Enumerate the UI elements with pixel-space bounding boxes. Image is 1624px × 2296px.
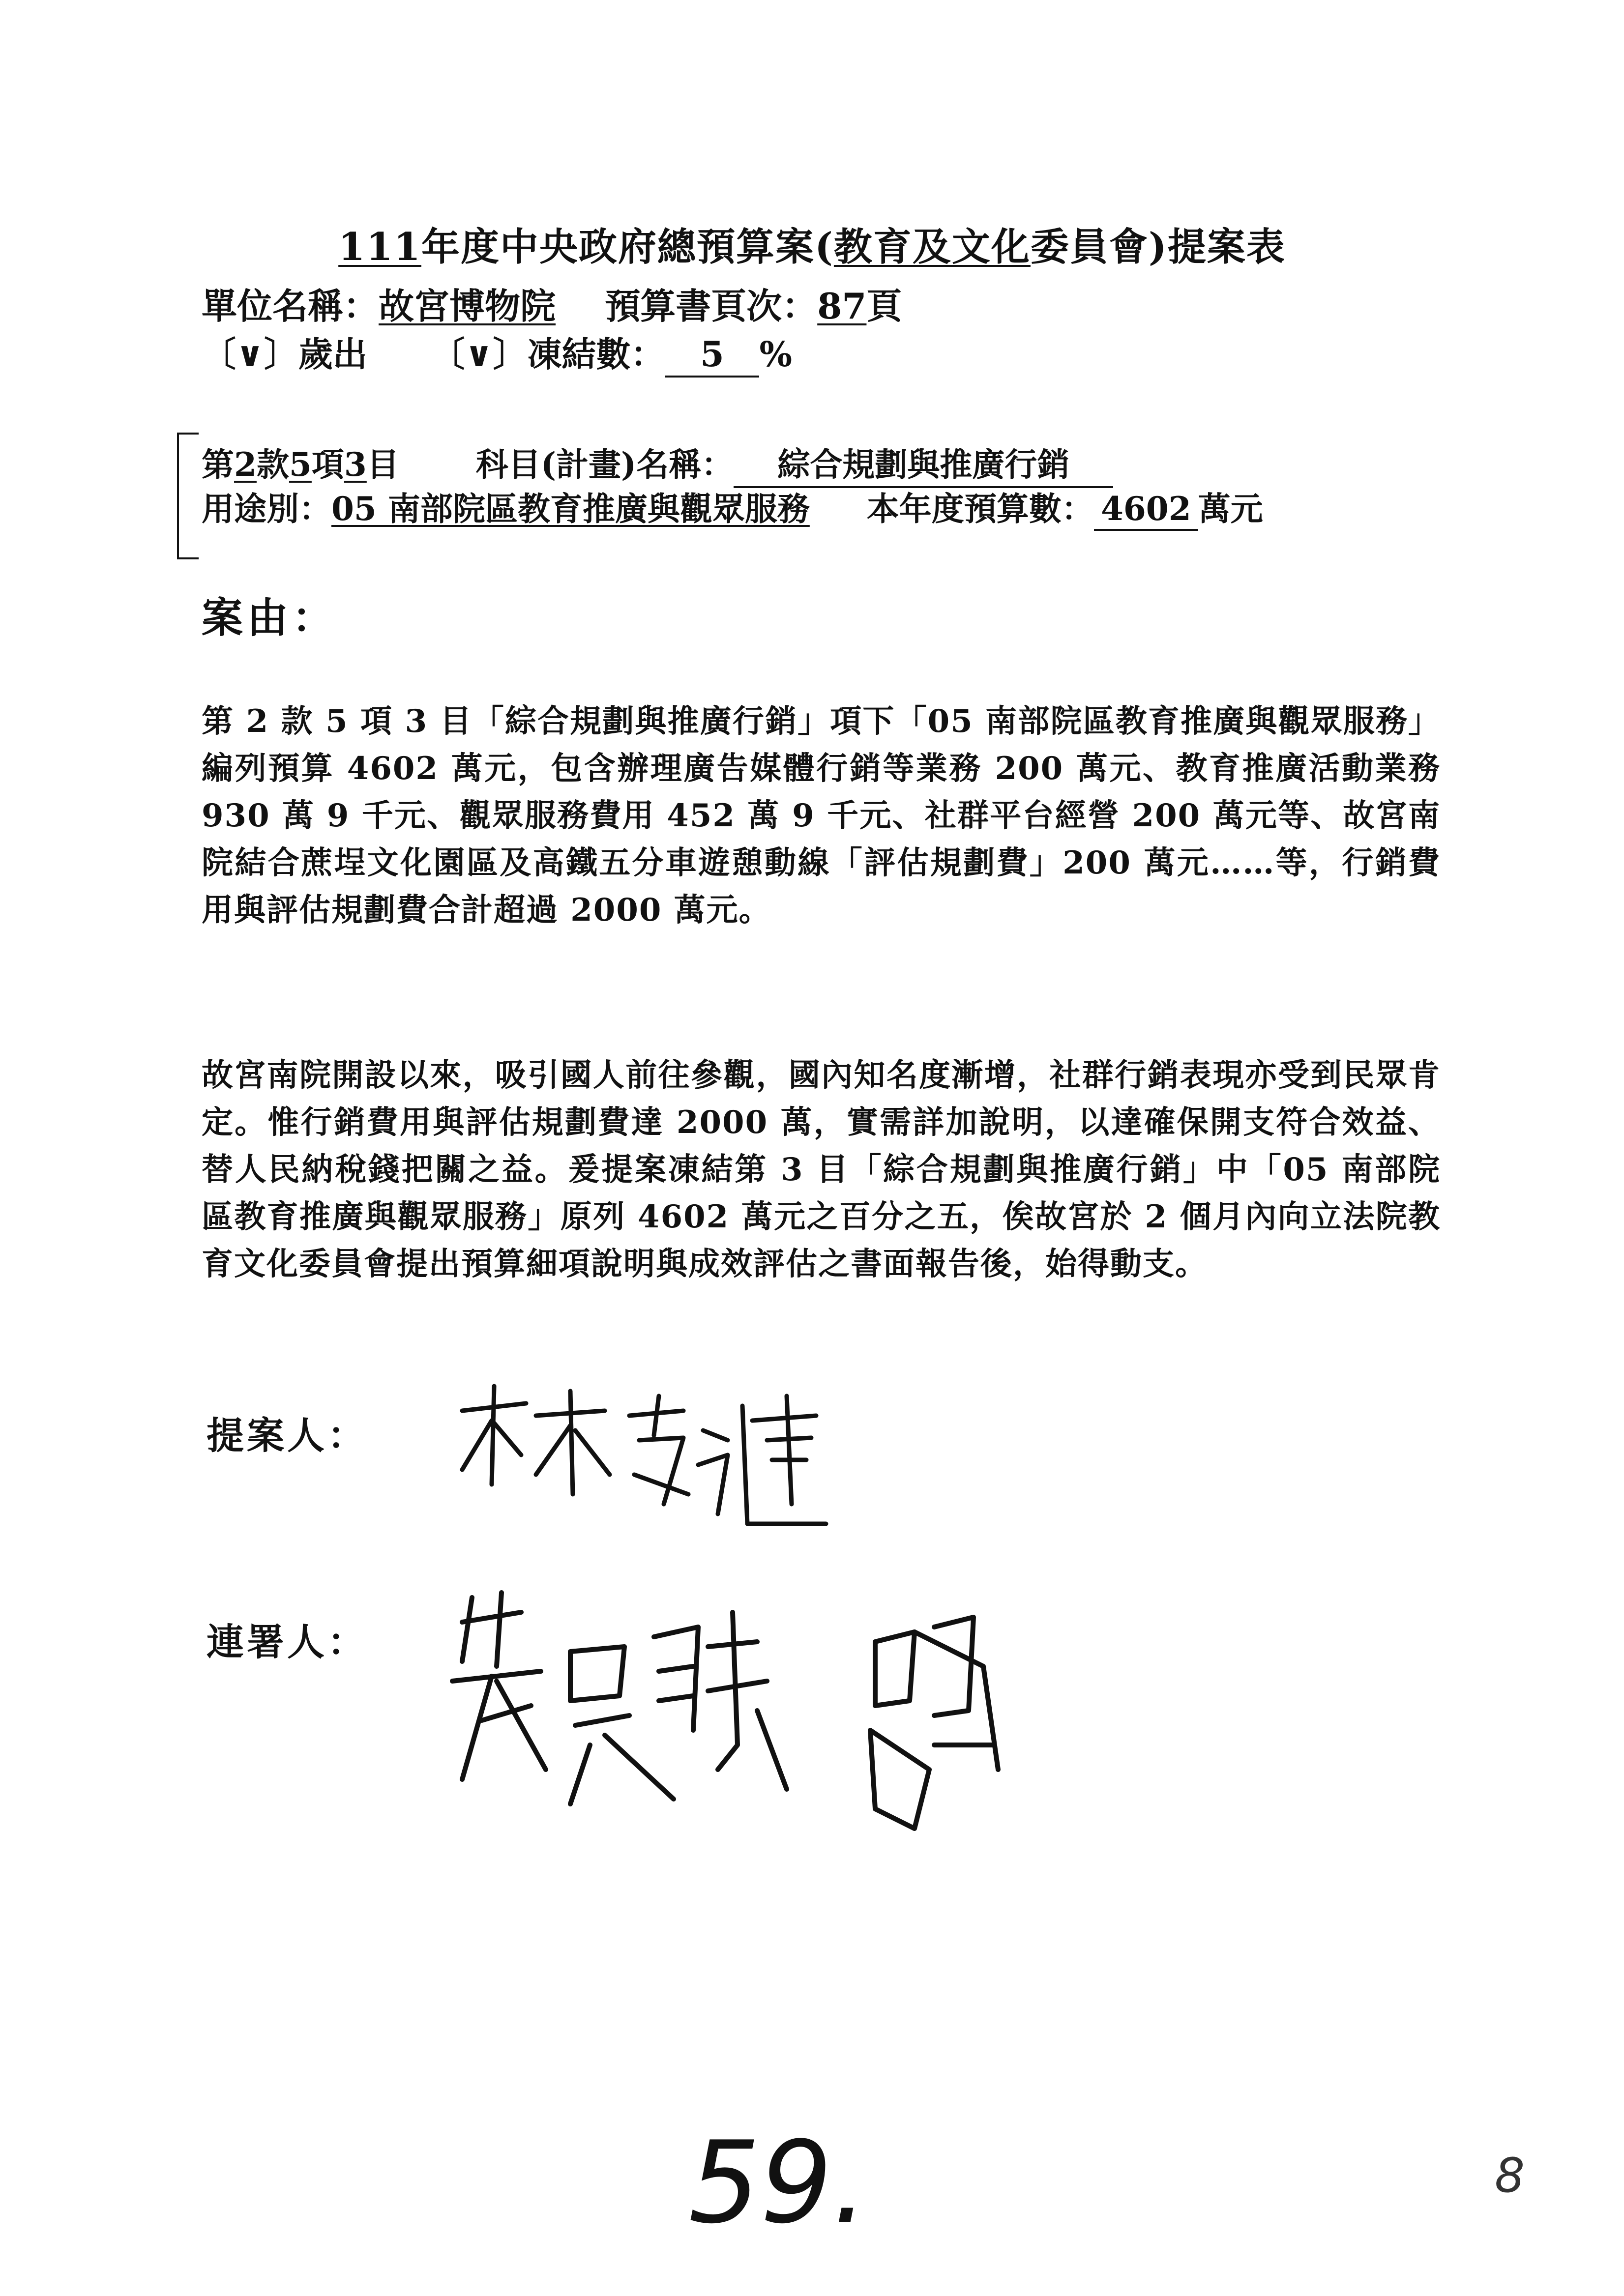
subject-value: 綜合規劃與推廣行銷 (734, 438, 1113, 488)
title-text-1: 年度中央政府總預算案( (421, 225, 834, 269)
reason-paragraph-1: 第 2 款 5 項 3 目「綜合規劃與推廣行銷」項下「05 南部院區教育推廣與觀眾服務」編列預算 4602 萬元，包含辦理廣告媒體行銷等業務 200 萬元、教育推廣活動業務 930 萬 9 千元、觀眾服務費用 452 萬 9 千元、社群平台經營 200 萬元等、故宮南院結合蔗埕文化園區及高鐵五分車遊憩動線「評估規劃費」200 萬元……等，行銷費用與評估規劃費合計超過 2000 萬元。 (202, 703, 1441, 929)
page-value: 87 (817, 285, 867, 327)
unit-value: 故宮博物院 (379, 285, 556, 327)
cosigner-signature (443, 1583, 1141, 1888)
budget-label: 本年度預算數： (866, 490, 1094, 528)
usage-label: 用途別： (202, 490, 331, 528)
usage-value: 05 南部院區教育推廣與觀眾服務 (331, 490, 810, 528)
budget-suffix: 萬元 (1198, 490, 1263, 528)
item-xiang: 5 (289, 445, 312, 484)
page-number-text: 59. (688, 2118, 868, 2249)
corner-number: 8 (1495, 2148, 1525, 2203)
subject-label: 科目(計畫)名稱： (475, 445, 734, 484)
item-mu: 3 (344, 445, 367, 484)
freeze-checkbox: 〔∨〕 (430, 334, 528, 375)
reason-paragraph-2: 故宮南院開設以來，吸引國人前往參觀，國內知名度漸增，社群行銷表現亦受到民眾肯定。惟行銷費用與評估規劃費達 2000 萬，實需詳加說明，以達確保開支符合效益、替人民納稅錢把關之益。爰提案凍結第 3 目「綜合規劃與推廣行銷」中「05 南部院區教育推廣與觀眾服務」原列 4602 萬元之百分之五，俟故宮於 2 個月內向立法院教育文化委員會提出預算細項說明與成效評估之書面報告後，始得動支。 (202, 1057, 1441, 1282)
item-line-1 (202, 438, 1113, 488)
proposer-label: 提案人： (207, 1414, 368, 1457)
freeze-value: 5 (665, 334, 759, 378)
expense-label: 歲出 (298, 334, 367, 375)
item-block (177, 433, 1455, 555)
item-kuan: 2 (234, 445, 257, 484)
page-label: 預算書頁次： (605, 285, 818, 327)
handwritten-page-number (679, 2118, 915, 2249)
item-kuan-label: 款 (256, 445, 289, 484)
item-xiang-label: 項 (311, 445, 344, 484)
proposer-signature (452, 1376, 856, 1539)
title-text-2: 委員會)提案表 (1030, 225, 1286, 269)
type-row (202, 327, 792, 378)
item-bracket (177, 433, 199, 559)
item-prefix: 第 (202, 445, 234, 484)
expense-checkbox: 〔∨〕 (202, 334, 298, 375)
cosigner-label: 連署人： (207, 1620, 368, 1664)
form-title (0, 216, 1624, 271)
freeze-suffix: % (759, 334, 792, 375)
budget-value: 4602 (1094, 490, 1198, 531)
title-committee: 教育及文化 (833, 225, 1031, 269)
unit-row (202, 278, 902, 329)
item-mu-label: 目 (366, 445, 399, 484)
unit-label: 單位名稱： (202, 285, 379, 327)
item-line-2 (202, 483, 1263, 531)
reason-heading: 案由： (202, 593, 338, 642)
title-year: 111 (338, 225, 421, 269)
page-suffix: 頁 (866, 285, 902, 327)
freeze-label: 凍結數： (527, 334, 665, 375)
